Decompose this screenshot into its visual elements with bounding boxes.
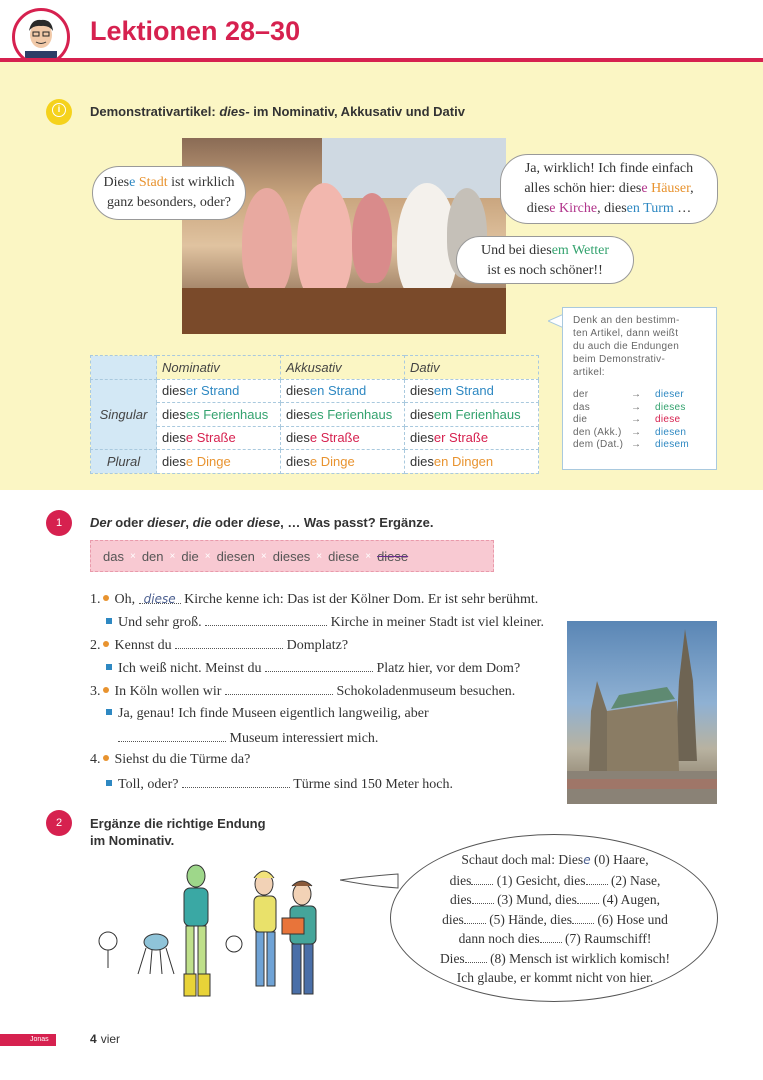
page-title: Lektionen 28–30 — [90, 16, 301, 46]
row-label-singular: Singular — [91, 379, 157, 450]
exercise-line: 3. In Köln wollen wir Schokoladenmuseum besuchen. — [90, 684, 516, 699]
page-header — [0, 0, 763, 62]
cartoon-illustration — [96, 856, 336, 1008]
speech-tail — [340, 872, 400, 892]
table-row: dieses Ferienhaus dieses Ferienhaus diesem Ferienhaus — [91, 403, 539, 427]
exercise-line: 1. Oh, diese Kirche kenne ich: Das ist der Kölner Dom. Er ist sehr berühmt. — [90, 592, 539, 607]
exercise-number-1: 1 — [46, 510, 72, 536]
table-row: diese Straße diese Straße dieser Straße — [91, 426, 539, 450]
cathedral-photo — [567, 621, 717, 804]
declension-table — [90, 355, 539, 474]
word-option: das — [103, 548, 124, 564]
exercise-line: Museum interessiert mich. — [118, 730, 378, 747]
table-row: Singular dieser Strand diesen Strand diesem Strand — [91, 379, 539, 403]
exercise-line: Ich weiß nicht. Meinst du Platz hier, vor dem Dom? — [106, 660, 520, 677]
footer-tag: Jonas — [0, 1034, 56, 1046]
exercise-line: Ja, genau! Ich finde Museen eigentlich langweilig, aber — [106, 706, 429, 722]
grammar-title: Demonstrativartikel: dies- im Nominativ, Akkusativ und Dativ — [90, 104, 465, 119]
exercise-line: Toll, oder? Türme sind 150 Meter hoch. — [106, 776, 453, 793]
word-bank: das × den × die × diesen × dieses × diese × diese — [90, 540, 494, 572]
page-number: 4 vier — [90, 1032, 121, 1046]
exercise-number-2: 2 — [46, 810, 72, 836]
tourist-bus-photo — [182, 138, 506, 334]
info-icon: i — [46, 99, 72, 125]
tip-note: Denk an den bestimm- ten Artikel, dann weißt du auch die Endungen beim Demonstrativ- artikel: der → dieser das → dieses die → diese den (Akk.) → diesen dem (Dat.) → diesem — [562, 307, 717, 470]
speech-bubble-3: Und bei diesem Wetter ist es noch schöner!! — [456, 236, 634, 284]
exercise-2-title: Ergänze die richtige Endung im Nominativ. — [90, 816, 266, 848]
word-option-used: diese — [377, 548, 409, 564]
word-option: den — [141, 548, 164, 564]
header-nominativ: Nominativ — [157, 356, 281, 380]
speech-bubble-2: Ja, wirklich! Ich finde einfach alles schön hier: diese Häuser, diese Kirche, diesen Turm … — [500, 154, 718, 224]
word-option: dieses — [272, 548, 311, 564]
speech-cloud-text: Schaut doch mal: Diese (0) Haare, dies (1) Gesicht, dies (2) Nase, dies (3) Mund, dies (4) Augen, dies (5) Hände, dies (6) Hose und dann noch dies (7) Raumschiff! Dies (8) Mensch ist wirklich komisch! Ich glaube, er kommt nicht von hier. — [439, 852, 671, 985]
word-option: die — [181, 548, 199, 564]
exercise-1-title: Der oder dieser, die oder diese, … Was passt? Ergänze. — [90, 515, 434, 530]
exercise-line: Und sehr groß. Kirche in meiner Stadt ist viel kleiner. — [106, 614, 544, 631]
word-option: diesen — [216, 548, 255, 564]
exercise-line: 4. Siehst du die Türme da? — [90, 752, 251, 767]
header-akkusativ: Akkusativ — [281, 356, 405, 380]
table-row: Plural diese Dinge diese Dinge diesen Dingen — [91, 450, 539, 474]
header-dativ: Dativ — [405, 356, 539, 380]
row-label-plural: Plural — [91, 450, 157, 474]
exercise-line: 2. Kennst du Domplatz? — [90, 638, 349, 653]
speech-bubble-1: Diese Stadt ist wirklich ganz besonders, oder? — [92, 166, 246, 220]
word-option: diese — [328, 548, 360, 564]
